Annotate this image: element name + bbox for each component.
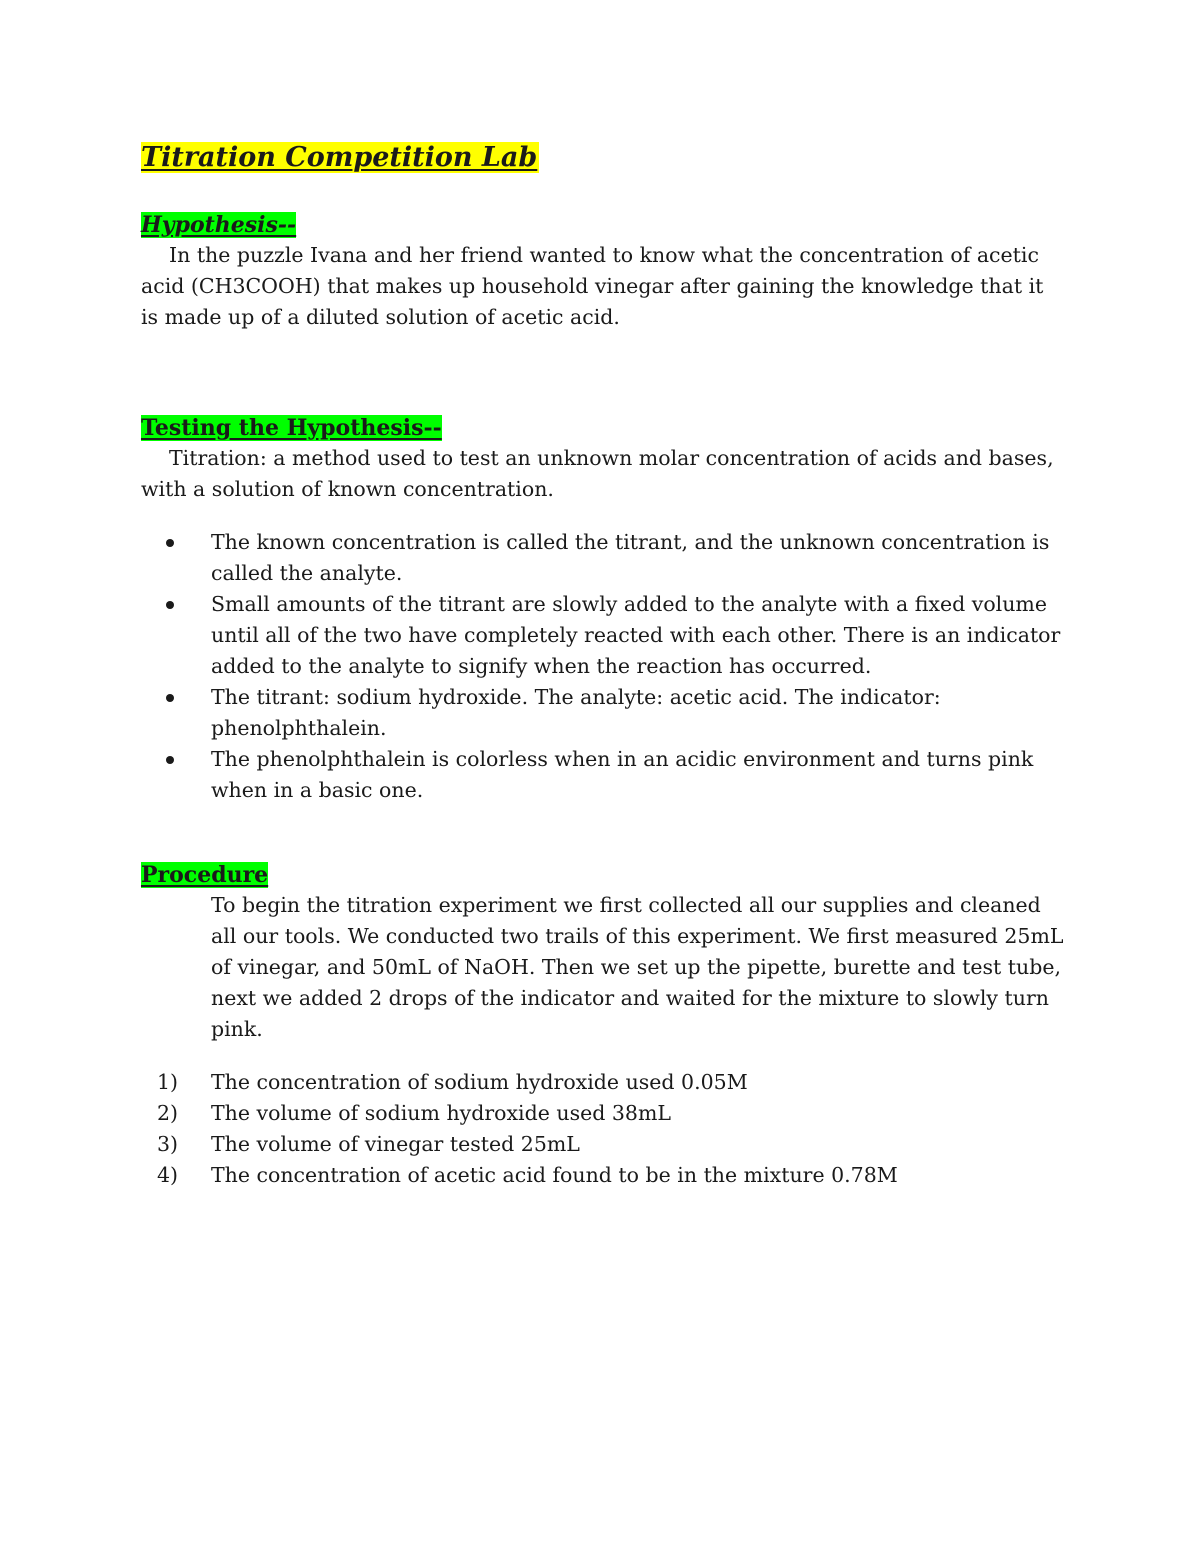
procedure-text: To begin the titration experiment we first collected all our supplies and cleaned all our tools. We conducted two trails of this experiment. We first measured 25mL of vinegar, and 50mL of NaOH. Then we set up the pipette, burette and test tube, next we added 2 drops of the indicator and waited for the mixture to slowly turn pink. <box>211 893 1064 1041</box>
hypothesis-heading: Hypothesis-- <box>141 212 297 238</box>
testing-text: Titration: a method used to test an unknown molar concentration of acids and bases, with a solution of known concentration. <box>141 446 1054 501</box>
document-title: Titration Competition Lab <box>141 142 538 173</box>
procedure-heading: Procedure <box>141 862 269 888</box>
bullet-dot-icon <box>166 756 174 764</box>
testing-heading: Testing the Hypothesis-- <box>141 415 442 441</box>
list-item: 3) The volume of vinegar tested 25mL <box>157 1132 580 1156</box>
procedure-numbered-list <box>141 1067 1066 1191</box>
hypothesis-text: In the puzzle Ivana and her friend wanted to know what the concentration of acetic acid (CH3COOH) that makes up household vinegar after gaining the knowledge that it is made up of a diluted solution of acetic acid. <box>141 243 1044 329</box>
list-item: The known concentration is called the titrant, and the unknown concentration is called the analyte. <box>141 527 1066 589</box>
list-item: The phenolphthalein is colorless when in an acidic environment and turns pink when in a basic one. <box>141 744 1066 806</box>
document-page <box>141 140 1066 1191</box>
list-item: Small amounts of the titrant are slowly added to the analyte with a fixed volume until all of the two have completely reacted with each other. There is an indicator added to the analyte to signify when the reaction has occurred. <box>141 589 1066 682</box>
list-item: The titrant: sodium hydroxide. The analyte: acetic acid. The indicator: phenolphthalein. <box>141 682 1066 744</box>
testing-bullet-list <box>141 527 1066 806</box>
list-item: 4) The concentration of acetic acid found to be in the mixture 0.78M <box>157 1163 898 1187</box>
bullet-dot-icon <box>166 694 174 702</box>
list-item: 2) The volume of sodium hydroxide used 38mL <box>157 1101 672 1125</box>
bullet-dot-icon <box>166 601 174 609</box>
bullet-dot-icon <box>166 539 174 547</box>
list-item: 1) The concentration of sodium hydroxide used 0.05M <box>157 1070 748 1094</box>
